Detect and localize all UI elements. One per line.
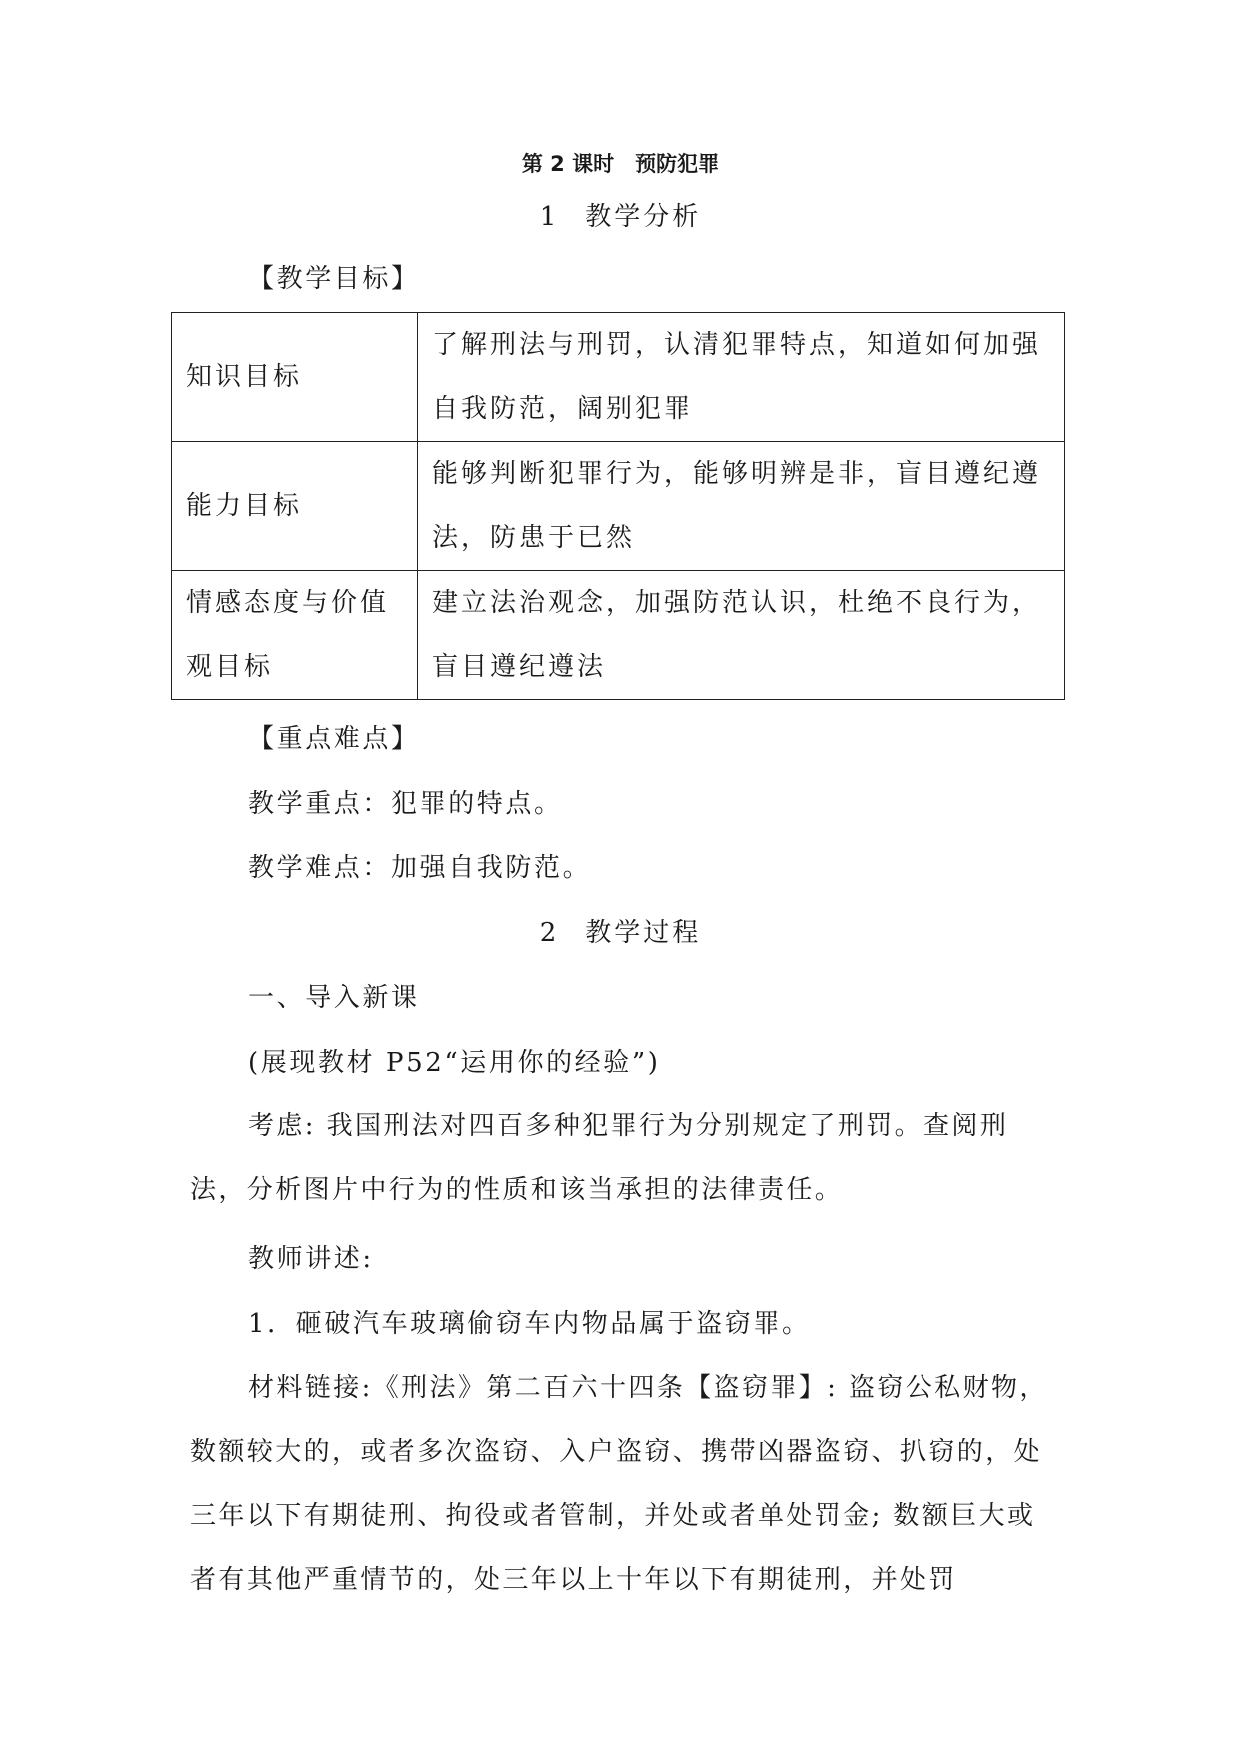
difficult-point: 教学难点：加强自我防范。 [248, 853, 592, 883]
table-row [172, 442, 1065, 571]
objectives-heading: 【教学目标】 [248, 264, 420, 294]
keypoints-heading: 【重点难点】 [248, 724, 420, 754]
section-title: 教学过程 [585, 918, 702, 948]
section-title: 教学分析 [585, 202, 702, 232]
table-row [172, 571, 1065, 700]
material-link-paragraph: 材料链接:《刑法》第二百六十四条【盗窃罪】: 盗窃公私财物，数额较大的，或者多次盗窃、入户盗窃、携带凶器盗窃、扒窃的，处三年以下有期徒刑、拘役或者管制，并处或者单处罚金; 数额巨大或者有其他严重情节的，处三年以上十年以下有期徒刑，并处罚 [190, 1373, 1048, 1595]
show-material: (展现教材 P52“运用你的经验”) [248, 1048, 661, 1078]
section-number: 1 [539, 202, 560, 232]
teacher-statement: 教师讲述: [248, 1244, 374, 1274]
objectives-table [171, 312, 1065, 700]
lesson-title: 第 2 课时 预防犯罪 [521, 152, 720, 176]
objective-content: 了解刑法与刑罚，认清犯罪特点，知道如何加强自我防范，阔别犯罪 [418, 313, 1065, 442]
section-heading-analysis [0, 196, 1241, 233]
objective-content: 建立法治观念，加强防范认识，杜绝不良行为，盲目遵纪遵法 [418, 571, 1065, 700]
objective-content: 能够判断犯罪行为，能够明辨是非，盲目遵纪遵法，防患于已然 [418, 442, 1065, 571]
consider-paragraph: 考虑: 我国刑法对四百多种犯罪行为分别规定了刑罚。查阅刑法，分析图片中行为的性质和该当承担的法律责任。 [190, 1111, 1009, 1205]
objective-label: 能力目标 [172, 442, 418, 571]
section-number: 2 [539, 918, 560, 948]
objective-label: 知识目标 [172, 313, 418, 442]
point-one: 1．砸破汽车玻璃偷窃车内物品属于盗窃罪。 [248, 1309, 811, 1339]
section-heading-process [0, 912, 1241, 949]
objective-label: 情感态度与价值观目标 [172, 571, 418, 700]
part-one-heading: 一、导入新课 [248, 983, 420, 1013]
table-row [172, 313, 1065, 442]
key-point: 教学重点：犯罪的特点。 [248, 789, 563, 819]
